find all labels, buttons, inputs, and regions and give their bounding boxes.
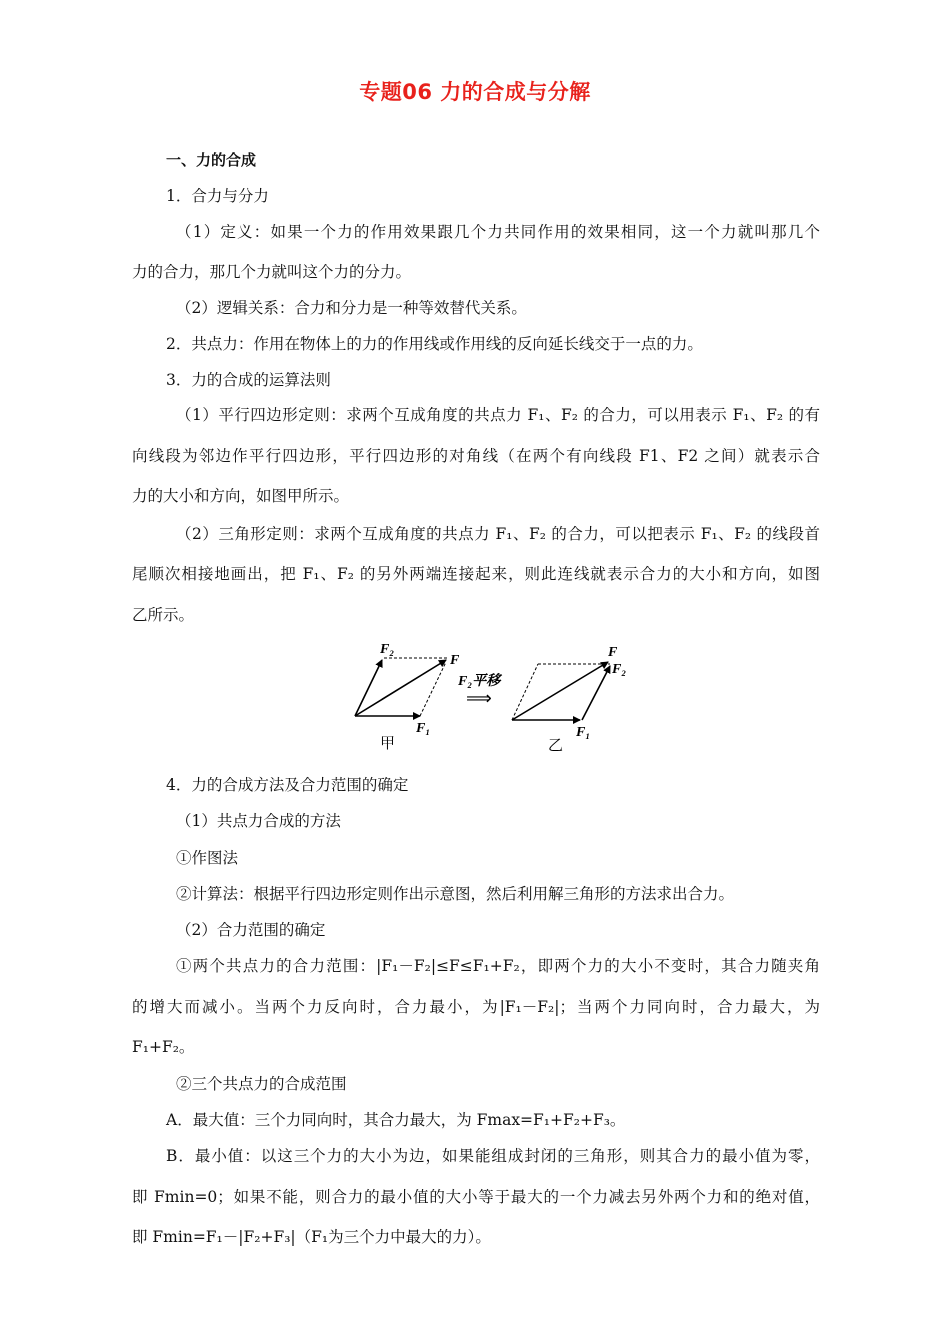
- method-subheading: （1）共点力合成的方法: [176, 812, 341, 830]
- range-subheading: （2）合力范围的确定: [176, 921, 326, 939]
- two-force-range-line1: ①两个共点力的合力范围：|F₁－F₂|≤F≤F₁+F₂，即两个力的大小不变时，其合力随夹角: [176, 957, 820, 975]
- caption-jia: 甲: [380, 734, 396, 752]
- definition-line2: 力的合力，那几个力就叫这个力的分力。: [132, 263, 412, 281]
- triangle-line2: 尾顺次相接地画出，把 F₁、F₂ 的另外两端连接起来，则此连线就表示合力的大小和方向，如图: [132, 565, 820, 583]
- label-f-jia: F: [450, 653, 460, 668]
- three-force-range: ②三个共点力的合成范围: [176, 1075, 347, 1093]
- diagram-jia: [355, 658, 448, 716]
- label-f2-yi: F₂: [612, 662, 627, 677]
- min-value-line3: 即 Fmin=F₁－|F₂+F₃|（F₁为三个力中最大的力）。: [132, 1228, 491, 1246]
- label-f-yi: F: [608, 645, 618, 660]
- triangle-line1: （2）三角形定则：求两个互成角度的共点力 F₁、F₂ 的合力，可以把表示 F₁、F₂ 的线段首: [176, 525, 820, 543]
- logic-relation: （2）逻辑关系：合力和分力是一种等效替代关系。: [176, 299, 527, 317]
- parallelogram-line3: 力的大小和方向，如图甲所示。: [132, 487, 350, 505]
- definition-line1: （1）定义：如果一个力的作用效果跟几个力共同作用的效果相同，这一个力就叫那几个: [176, 223, 820, 241]
- two-force-range-line3: F₁+F₂。: [132, 1038, 195, 1056]
- triangle-line3: 乙所示。: [132, 606, 195, 624]
- page-title: 专题06 力的合成与分解: [359, 80, 591, 104]
- caption-yi: 乙: [548, 736, 564, 754]
- min-value-line2: 即 Fmin=0；如果不能，则合力的最小值的大小等于最大的一个力减去另外两个力和的绝对值，: [132, 1188, 820, 1206]
- item2-coplanar-forces: 2．共点力：作用在物体上的力的作用线或作用线的反向延长线交于一点的力。: [166, 335, 703, 353]
- implies-arrow-icon: ⟹: [466, 688, 492, 709]
- item4-heading: 4．力的合成方法及合力范围的确定: [166, 776, 409, 794]
- item3-heading: 3．力的合成的运算法则: [166, 371, 331, 389]
- parallelogram-line1: （1）平行四边形定则：求两个互成角度的共点力 F₁、F₂ 的合力，可以用表示 F₁、F₂ 的有: [176, 406, 820, 424]
- section-heading: 一、力的合成: [166, 151, 257, 169]
- diagram-yi: [512, 662, 610, 720]
- parallelogram-line2: 向线段为邻边作平行四边形，平行四边形的对角线（在两个有向线段 F1、F2 之间）就表示合: [132, 447, 820, 465]
- min-value-line1: B．最小值：以这三个力的大小为边，如果能组成封闭的三角形，则其合力的最小值为零，: [166, 1147, 820, 1165]
- item1-heading: 1．合力与分力: [166, 187, 269, 205]
- force-composition-figure: [340, 640, 640, 760]
- label-f2-jia: F₂: [380, 642, 395, 657]
- label-f1-yi: F₁: [576, 725, 591, 740]
- two-force-range-line2: 的增大而减小。当两个力反向时，合力最小，为|F₁－F₂|；当两个力同向时，合力最大，为: [132, 998, 820, 1016]
- label-f1-jia: F₁: [416, 721, 431, 736]
- vector-f-yi: [512, 662, 608, 720]
- dashed-right-jia: [420, 662, 446, 716]
- max-value: A．最大值：三个力同向时，其合力最大，为 Fmax=F₁+F₂+F₃。: [166, 1111, 626, 1129]
- graphic-method: ①作图法: [176, 849, 239, 867]
- calc-method: ②计算法：根据平行四边形定则作出示意图，然后利用解三角形的方法求出合力。: [176, 885, 735, 903]
- vector-f2-yi: [582, 666, 610, 720]
- shift-label: F₂平移: [458, 674, 501, 689]
